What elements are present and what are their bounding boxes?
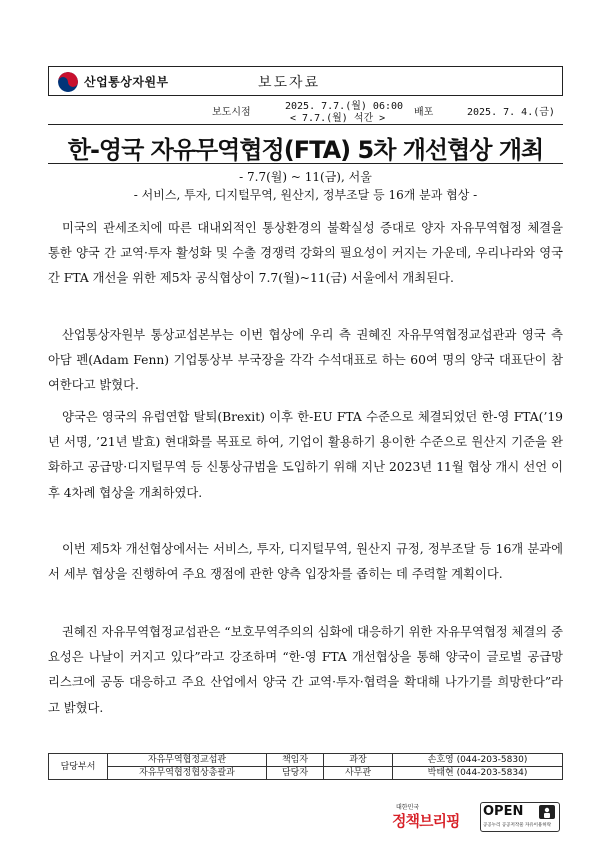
open-license-badge (480, 802, 560, 832)
contact-row (49, 754, 563, 767)
subtitle-schedule: - 7.7(월) ~ 11(금), 서울 (239, 170, 372, 184)
open-license-caption: 공공누리 공공저작물 자유이용허락 (483, 823, 552, 828)
dept-name: 자유무역협정교섭관 (108, 754, 267, 767)
body-paragraph-2: 산업통상자원부 통상교섭본부는 이번 협상에 우리 측 권혜진 자유무역협정교섭관과 영국 측 아담 펜(Adam Fenn) 기업통상부 부국장을 각각 수석대표로 하는 60여 명의 양국 대표단이 참여한다고 밝혔다. (48, 328, 563, 393)
subtitle-topics: - 서비스, 투자, 디지털무역, 원산지, 정부조달 등 16개 분과 협상 - (133, 188, 478, 202)
contact-row (49, 767, 563, 780)
contact-person: 박태현 (044-203-5834) (393, 767, 563, 780)
taegeuk-logo-icon (58, 72, 78, 92)
release-time-2: < 7.7.(월) 석간 > (290, 113, 386, 124)
contact-person: 손호영 (044-203-5830) (393, 754, 563, 767)
dept-label: 담당부서 (49, 754, 108, 780)
body-paragraph-4: 이번 제5차 개선협상에서는 서비스, 투자, 디지털무역, 원산지 규정, 정부조달 등 16개 분과에서 세부 협상을 진행하여 주요 쟁점에 관한 양측 입장차를 좁히는 데 주력할 계획이다. (48, 542, 563, 582)
position-title: 과장 (324, 754, 393, 767)
ministry-name: 산업통상자원부 (84, 75, 169, 89)
role-label: 책임자 (267, 754, 324, 767)
release-time-1: 2025. 7.7.(월) 06:00 (285, 101, 404, 112)
document-type: 보도자료 (258, 75, 321, 91)
body-paragraph-3: 양국은 영국의 유럽연합 탈퇴(Brexit) 이후 한-EU FTA 수준으로 체결되었던 한-영 FTA(’19년 서명, ’21년 발효) 현대화를 목표로 하여, 기업이 활용하기 용이한 수준으로 원산지 기준을 완화하고 공급망·디지털무역 등 신통상규범을 도입하기 위해 지난 2023년 11월 협상 개시 선언 이후 4차례 협상을 개최하였다. (48, 410, 563, 500)
distribution-label: 배포 (414, 107, 434, 118)
distribution-date: 2025. 7. 4.(금) (467, 107, 555, 118)
dept-name: 자유무역협정협상총괄과 (108, 767, 267, 780)
korea-label: 대한민국 (396, 804, 420, 811)
body-paragraph-5: 권혜진 자유무역협정교섭관은 “보호무역주의의 심화에 대응하기 위한 자유무역협정 체결의 중요성은 나날이 커지고 있다”라고 강조하며 “한-영 FTA 개선협상을 통해 양국이 글로벌 공급망 리스크에 공동 대응하고 주요 산업에서 양국 간 교역·투자·협력을 확대해 나가기를 희망한다”라고 밝혔다. (48, 625, 563, 715)
header-divider (48, 124, 563, 125)
position-title: 사무관 (324, 767, 393, 780)
contact-table (48, 753, 563, 780)
policy-briefing-text: 정책브리핑 (392, 812, 460, 830)
page-title: 한-영국 자유무역협정(FTA) 5차 개선협상 개최 (67, 136, 544, 164)
role-label: 담당자 (267, 767, 324, 780)
release-label: 보도시점 (212, 107, 251, 118)
body-paragraph-1: 미국의 관세조치에 따른 대내외적인 통상환경의 불확실성 증대로 양자 자유무역협정 체결을 통한 양국 간 교역·투자 활성화 및 수출 경쟁력 강화의 필요성이 커지는 가운데, 우리나라와 영국 간 FTA 개선을 위한 제5차 공식협상이 7.7(월)~11(금) 서울에서 개최된다. (48, 221, 563, 286)
open-wordmark: OPEN (483, 804, 524, 819)
title-divider (48, 163, 563, 164)
attribution-icon (539, 805, 555, 819)
policy-briefing-logo (392, 810, 459, 831)
